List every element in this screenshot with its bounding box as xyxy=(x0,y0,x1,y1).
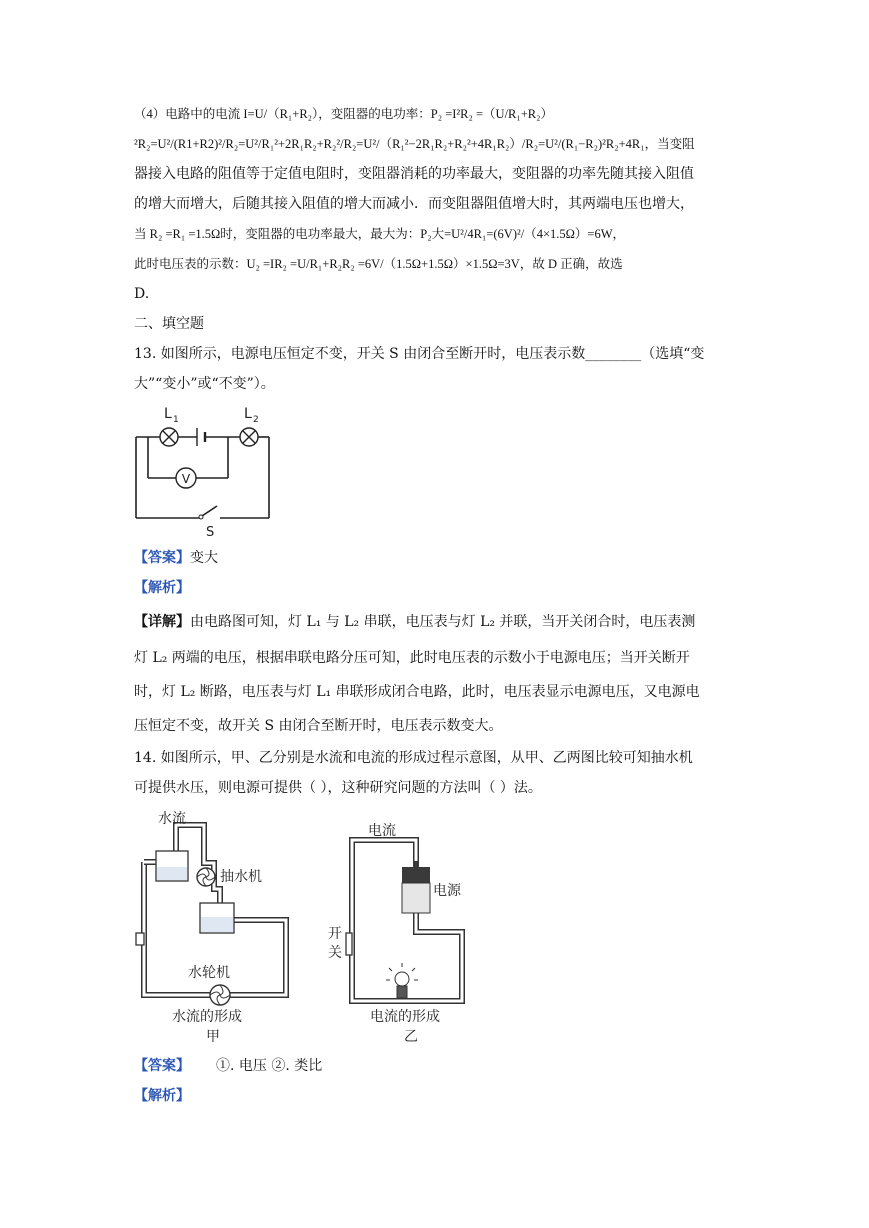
answer-value-14: ①. 电压 ②. 类比 xyxy=(216,1058,323,1074)
label-jia: 甲 xyxy=(206,1029,220,1045)
solution-line-5: 当 R₂ =R₁ =1.5Ω时，变阻器的电功率最大，最大为：P₂大=U²/4R₁=(6V)²/（4×1.5Ω）=6W， xyxy=(134,227,626,241)
label-switch: S xyxy=(206,525,215,540)
analysis-tag-14: 【解析】 xyxy=(134,1088,190,1104)
caption-water: 水流的形成 xyxy=(172,1009,242,1025)
analysis-tag-13: 【解析】 xyxy=(134,580,190,596)
bulb-icon xyxy=(386,963,418,998)
detail-line-4: 压恒定不变，故开关 S 由闭合至断开时，电压表示数变大。 xyxy=(134,718,503,734)
label-yi: 乙 xyxy=(404,1029,418,1045)
lamp-l1-icon xyxy=(160,428,178,446)
battery-icon xyxy=(197,428,205,446)
battery-cell-icon xyxy=(402,861,430,913)
answer-13 xyxy=(134,548,218,568)
detail-tag: 【详解】 xyxy=(134,614,190,630)
switch-icon xyxy=(346,933,352,955)
solution-line-1: （4）电路中的电流 I=U/（R₁+R₂），变阻器的电功率：P₂ =I²R₂ =（U/R₁+R₂） xyxy=(134,107,553,121)
question-14-line-2: 可提供水压，则电源可提供（ ），这种研究问题的方法叫（ ）法。 xyxy=(134,780,542,796)
solution-line-3: 器接入电路的阻值等于定值电阻时，变阻器消耗的功率最大，变阻器的功率先随其接入阻值 xyxy=(134,166,694,182)
solution-line-7: D. xyxy=(134,286,150,302)
label-l2-sub: 2 xyxy=(253,415,259,425)
solution-line-6: 此时电压表的示数：U₂ =IR₂ =U/R₁+R₂R₂ =6V/（1.5Ω+1.5Ω）×1.5Ω=3V，故 D 正确，故选 xyxy=(134,257,623,271)
solution-line-4: 的增大而增大，后随其接入阻值的增大而减小．而变阻器阻值增大时，其两端电压也增大， xyxy=(134,196,694,212)
label-current: 电流 xyxy=(368,823,396,839)
label-water-flow: 水流 xyxy=(158,811,186,827)
question-13-line-1: 13. 如图所示，电源电压恒定不变，开关 S 由闭合至断开时，电压表示数________（选填“变 xyxy=(134,346,705,362)
lamp-l2-icon xyxy=(240,428,258,446)
label-switch-guan: 关 xyxy=(328,945,342,961)
label-l1-sub: 1 xyxy=(173,415,179,425)
section-heading: 二、填空题 xyxy=(134,316,204,332)
detail-line-2: 灯 L₂ 两端的电压，根据串联电路分压可知，此时电压表的示数小于电源电压；当开关断开 xyxy=(134,650,690,666)
label-turbine: 水轮机 xyxy=(188,965,230,981)
question-13-line-2: 大”“变小”或“不变”）。 xyxy=(134,376,275,392)
detail-text-1: 由电路图可知，灯 L₁ 与 L₂ 串联，电压表与灯 L₂ 并联，当开关闭合时，电压表测 xyxy=(190,614,696,630)
pump-icon xyxy=(197,868,215,886)
upper-tank-icon xyxy=(156,851,188,881)
valve-icon xyxy=(136,933,144,945)
label-power-source: 电源 xyxy=(433,883,461,899)
answer-tag: 【答案】 xyxy=(134,550,190,566)
circuit-diagram-13 xyxy=(128,400,278,540)
answer-tag-14: 【答案】 xyxy=(134,1058,190,1074)
label-switch-kai: 开 xyxy=(328,926,342,942)
caption-current: 电流的形成 xyxy=(370,1009,440,1025)
answer-value: 变大 xyxy=(190,550,218,566)
electric-current-diagram xyxy=(318,805,478,1050)
turbine-icon xyxy=(210,985,230,1005)
water-flow-diagram xyxy=(128,805,298,1050)
detail-line-1 xyxy=(134,612,695,632)
voltmeter-icon xyxy=(176,468,196,488)
label-l1: L xyxy=(164,406,172,422)
label-pump: 抽水机 xyxy=(220,869,262,885)
svg-text:V: V xyxy=(181,472,191,486)
question-14-line-1: 14. 如图所示，甲、乙分别是水流和电流的形成过程示意图，从甲、乙两图比较可知抽水机 xyxy=(134,750,693,766)
switch-contact-icon xyxy=(199,515,203,519)
label-l2: L xyxy=(244,406,252,422)
detail-line-3: 时，灯 L₂ 断路，电压表与灯 L₁ 串联形成闭合电路，此时，电压表显示电源电压，又电源电 xyxy=(134,684,700,700)
answer-14 xyxy=(134,1056,322,1076)
lower-tank-icon xyxy=(200,903,234,933)
solution-line-2: ²R₂=U²/(R1+R2)²/R₂=U²/R₁²+2R₁R₂+R₂²/R₂=U²/（R₁²−2R₁R₂+R₂²+4R₁R₂）/R₂=U²/(R₁−R₂)²R₂+4R₁，当变阻 xyxy=(134,137,695,151)
